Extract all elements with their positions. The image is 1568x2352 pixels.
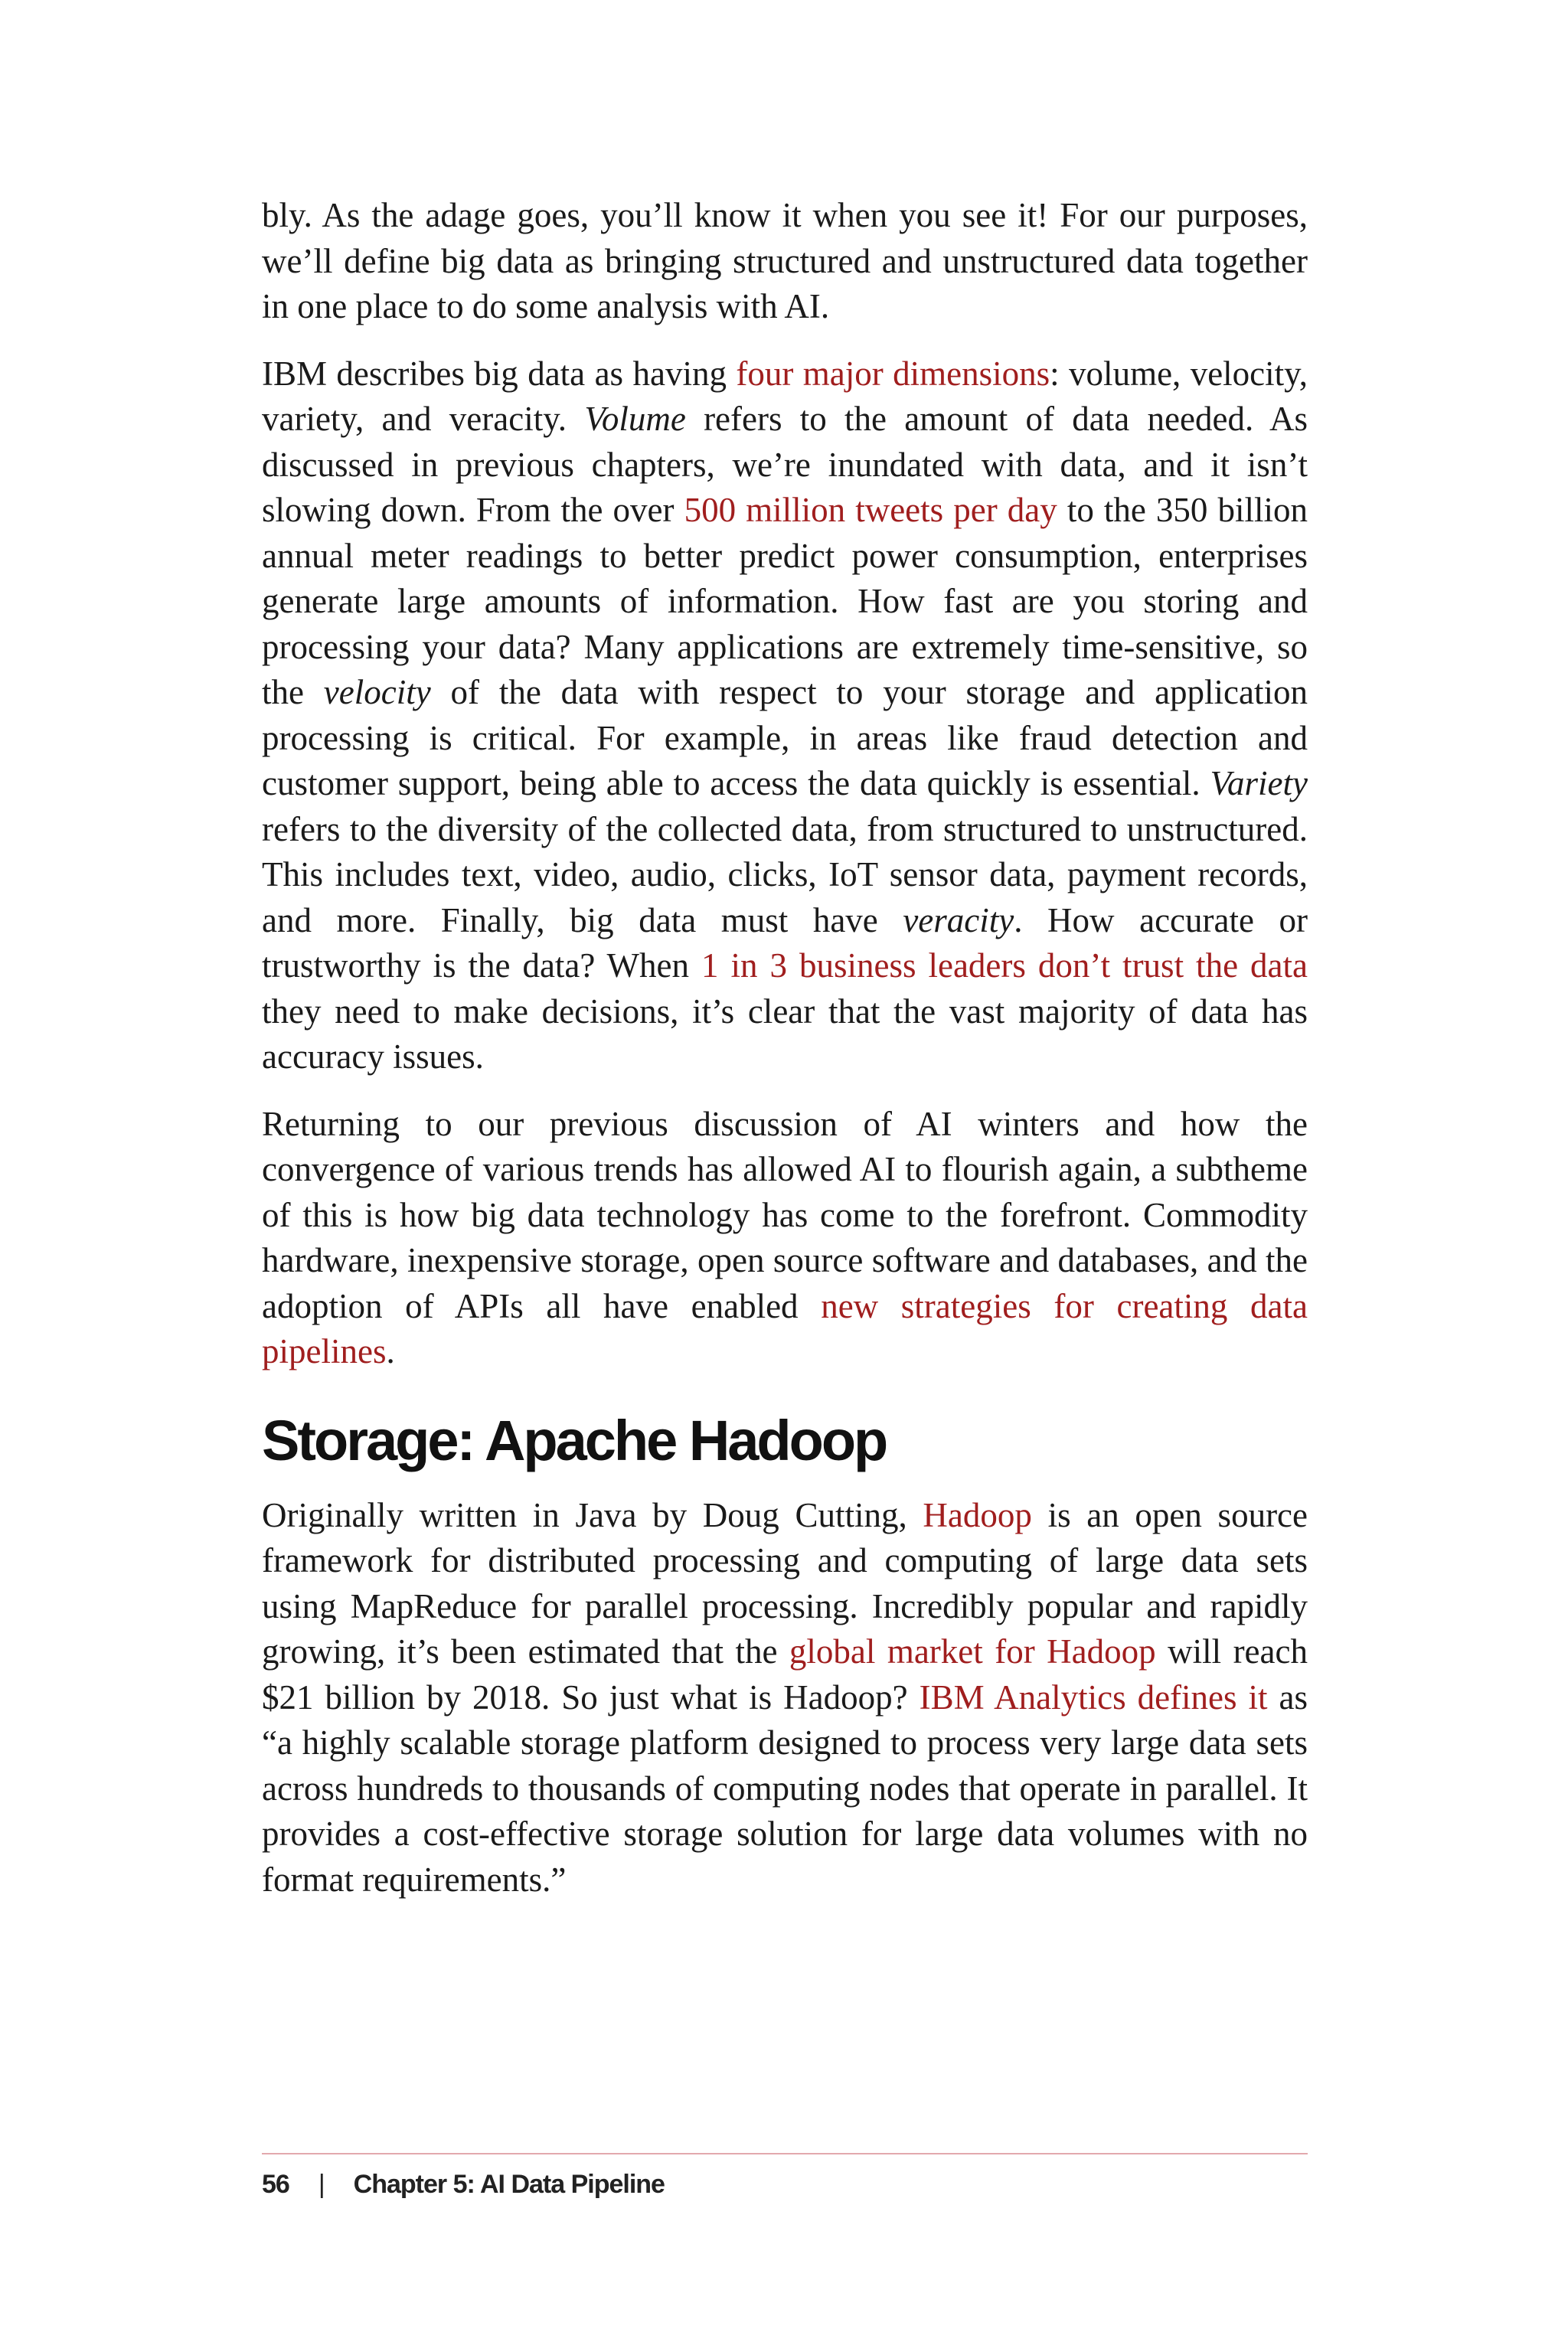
link-data-pipelines[interactable]: new strategies for creating data pipelines (262, 1286, 1308, 1370)
paragraph-intro (262, 193, 1308, 330)
text-run: as “a highly scalable storage platform designed to process very large data sets across hundreds to thousands of computing nodes that operate in parallel. It provides a cost-effective storage solution for large data volumes with no format requirements.” (262, 1677, 1308, 1899)
emphasis-variety: Variety (1210, 764, 1308, 802)
text-run: refers to the diversity of the collected data, from structured to unstructured. This includes text, video, audio, clicks, IoT sensor data, payment records, and more. Finally, big data must have (262, 809, 1308, 939)
link-four-major-dimensions[interactable]: four major dimensions (736, 354, 1050, 393)
section-heading: Storage: Apache Hadoop (262, 1408, 887, 1472)
text-run: Returning to our previous discussion of AI winters and how the convergence of various trends has allowed AI to flourish again, a subtheme of this is how big data technology has come to the forefront. Commodity hardware, inexpensive storage, open source software and databases, and the adoption of APIs all have enabled (262, 1104, 1308, 1325)
footer-divider (262, 2153, 1308, 2154)
page-number: 56 (262, 2170, 289, 2199)
link-global-market-hadoop[interactable]: global market for Hadoop (789, 1632, 1156, 1671)
emphasis-volume: Volume (584, 400, 686, 438)
text-run: Originally written in Java by Doug Cutting, (262, 1495, 923, 1534)
text-run: bly. As the adage goes, you’ll know it when you see it! For our purposes, we’ll define big data as bringing structured and unstructured data together in one place to do some analysis with AI. (262, 196, 1308, 325)
link-500-million-tweets[interactable]: 500 million tweets per day (684, 491, 1057, 529)
link-business-leaders-trust[interactable]: 1 in 3 business leaders don’t trust the data (701, 946, 1308, 985)
paragraph-hadoop (262, 1493, 1308, 1903)
page-body (262, 193, 1308, 1924)
link-hadoop[interactable]: Hadoop (923, 1495, 1032, 1534)
text-run: IBM describes big data as having (262, 354, 737, 393)
text-run: refers to the amount of data needed. As discussed in previous chapters, we’re inundated with data, and it isn’t slowing down. From the over (262, 400, 1308, 529)
emphasis-velocity: velocity (323, 673, 431, 711)
emphasis-veracity: veracity (903, 900, 1014, 939)
text-run: they need to make decisions, it’s clear that the vast majority of data has accuracy issues. (262, 991, 1308, 1076)
text-run: is an open source framework for distributed processing and computing of large data sets using MapReduce for parallel processing. Incredibly popular and rapidly growing, it’s been estimated that the (262, 1495, 1308, 1671)
link-ibm-analytics[interactable]: IBM Analytics defines it (919, 1677, 1268, 1717)
text-run: will reach $21 billion by 2018. So just what is Hadoop? (262, 1632, 1308, 1717)
paragraph-big-data-dimensions (262, 351, 1308, 1080)
page-footer (262, 2153, 1308, 2200)
text-run: . (386, 1332, 395, 1370)
footer-separator: | (318, 2170, 325, 2199)
paragraph-ai-winters (262, 1102, 1308, 1375)
footer-line (262, 2170, 1308, 2200)
text-run: of the data with respect to your storage and application processing is critical. For example, in areas like fraud detection and customer support, being able to access the data quickly is essential. (262, 673, 1308, 802)
text-run: to the 350 billion annual meter readings to better predict power consumption, enterprises generate large amounts of information. How fast are you storing and processing your data? Many applications are extremely time-sensitive, so the (262, 491, 1308, 711)
text-run: : volume, velocity, variety, and veracity. (262, 354, 1308, 438)
chapter-title: Chapter 5: AI Data Pipeline (353, 2170, 665, 2199)
text-run: . How accurate or trustworthy is the data? When (262, 900, 1308, 985)
